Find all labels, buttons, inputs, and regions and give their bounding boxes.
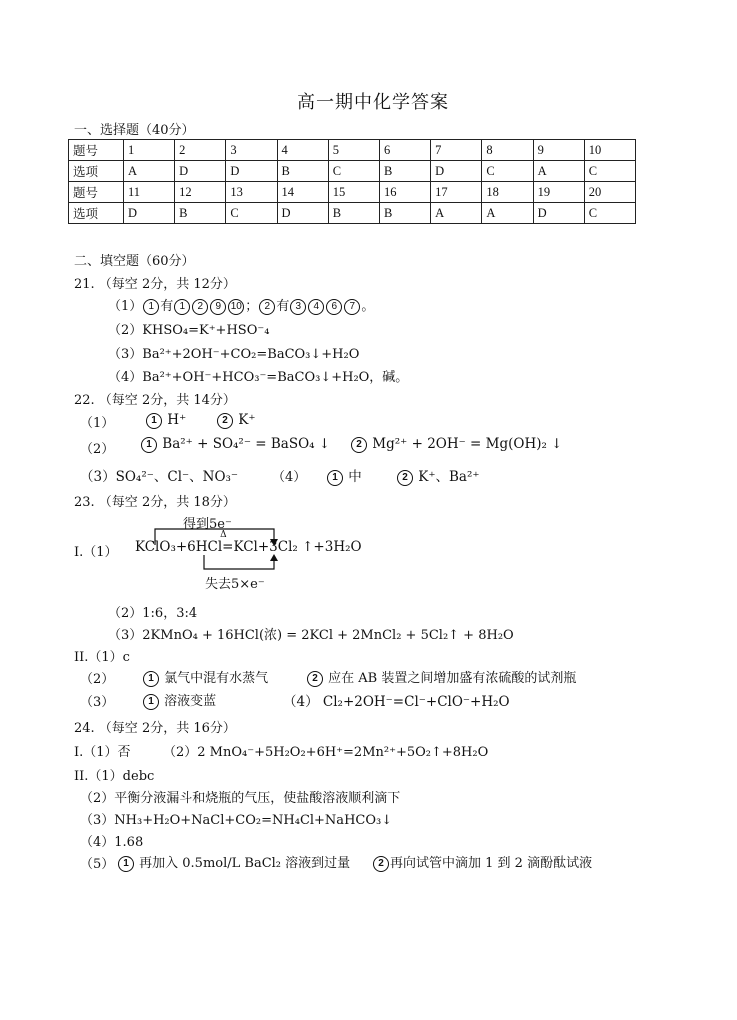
q23-ii1: II.（1）c [74, 650, 130, 665]
answer-cell: 20 [584, 182, 635, 203]
q22-r3-ions: SO₄²⁻、Cl⁻、NO₃⁻ [115, 469, 239, 485]
q23-i3: （3）2KMnO₄ + 16HCl(浓) = 2KCl + 2MnCl₂ + 5Cl₂↑ + 8H₂O [108, 628, 514, 643]
q23-ii2-label: （2） [80, 672, 115, 687]
answer-cell: A [482, 203, 533, 224]
q23-i1-label: I.（1） [74, 545, 118, 560]
answer-cell: B [277, 161, 328, 182]
q24-ii5-b-text: 再向试管中滴加 1 到 2 滴酚酞试液 [390, 856, 593, 871]
q24-ii4: （4）1.68 [80, 835, 144, 850]
circled-number: 1 [118, 856, 134, 872]
section-heading-choice: 一、选择题（40分） [74, 123, 195, 138]
circled-number: 2 [192, 299, 208, 315]
answer-cell: 13 [226, 182, 277, 203]
answer-cell: A [533, 161, 584, 182]
answer-cell: C [584, 203, 635, 224]
q24-ii1: II.（1）debc [74, 769, 155, 784]
answer-cell: B [379, 161, 430, 182]
q22-r4-b [396, 465, 480, 486]
q23-ii4: （4） Cl₂+2OH⁻=Cl⁻+ClO⁻+H₂O [283, 694, 510, 710]
q23-ii3-a-text: 溶液变蓝 [164, 694, 217, 709]
q21-line2: （2）KHSO₄=K⁺+HSO⁻₄ [108, 323, 270, 338]
circled-number: 2 [351, 437, 367, 453]
answer-cell: D [175, 161, 226, 182]
table-row [69, 203, 636, 224]
answer-cell: 3 [226, 140, 277, 161]
answer-cell: B [328, 203, 379, 224]
q22-r2-a [140, 436, 330, 453]
answer-cell: 9 [533, 140, 584, 161]
answer-cell: 8 [482, 140, 533, 161]
q22-r1-label: （1） [80, 416, 115, 431]
row-header-cell: 选项 [69, 203, 124, 224]
q24-ii5-a-text: 再加入 0.5mol/L BaCl₂ 溶液到过量 [139, 856, 351, 871]
answer-cell: 11 [123, 182, 174, 203]
answer-cell: D [226, 161, 277, 182]
q21-line1 [108, 295, 374, 315]
q23-heading: 23. （每空 2分，共 18分） [74, 495, 236, 510]
q22-r1-a-text: H⁺ [167, 412, 187, 428]
q24-ii2: （2）平衡分液漏斗和烧瓶的气压，使盐酸溶液顺利滴下 [80, 791, 401, 806]
answer-cell: 19 [533, 182, 584, 203]
q23-redox-equation [135, 530, 362, 555]
table-row [69, 161, 636, 182]
q22-heading: 22. （每空 2分，共 14分） [74, 393, 236, 408]
circled-number: 1 [174, 299, 190, 315]
answer-cell: 5 [328, 140, 379, 161]
q22-r1-b-text: K⁺ [238, 412, 256, 428]
q24-i2: （2）2 MnO₄⁻+5H₂O₂+6H⁺=2Mn²⁺+5O₂↑+8H₂O [163, 745, 489, 760]
answer-cell: B [175, 203, 226, 224]
answer-cell: C [482, 161, 533, 182]
circled-number: 10 [228, 299, 244, 315]
section-heading-fill: 二、填空题（60分） [74, 254, 195, 269]
answer-cell: C [328, 161, 379, 182]
circled-number: 1 [141, 437, 157, 453]
answer-cell: 17 [431, 182, 482, 203]
circled-number: 1 [143, 671, 159, 687]
q22-r4-label: （4） [272, 470, 307, 485]
answer-cell: 7 [431, 140, 482, 161]
q22-r2-b-text: Mg²⁺ + 2OH⁻ = Mg(OH)₂ ↓ [372, 436, 563, 452]
answer-cell: A [123, 161, 174, 182]
q23-ii2-b-text: 应在 AB 装置之间增加盛有浓硫酸的试剂瓶 [328, 671, 577, 686]
answer-cell: 6 [379, 140, 430, 161]
q24-ii5-b [372, 852, 592, 872]
q24-ii5-a [117, 852, 350, 872]
answer-table [68, 139, 636, 224]
table-row [69, 140, 636, 161]
answer-cell: D [533, 203, 584, 224]
circled-number: 7 [344, 299, 360, 315]
answer-cell: B [379, 203, 430, 224]
q22-r3 [80, 465, 238, 485]
q22-r1-a [145, 412, 186, 429]
q22-r4-a-text: 中 [348, 469, 362, 485]
q22-r4-b-text: K⁺、Ba²⁺ [418, 469, 480, 485]
q22-r2-a-text: Ba²⁺ + SO₄²⁻ = BaSO₄ ↓ [162, 436, 331, 452]
circled-number: 6 [326, 299, 342, 315]
answer-cell: 12 [175, 182, 226, 203]
row-header-cell: 选项 [69, 161, 124, 182]
circled-number: 3 [290, 299, 306, 315]
answer-cell: 14 [277, 182, 328, 203]
q23-ii3-a [142, 690, 216, 710]
q21-l1-end: 。 [361, 299, 375, 314]
circled-number: 4 [308, 299, 324, 315]
q21-heading: 21. （每空 2分，共 12分） [74, 277, 236, 292]
q22-r1-b [216, 412, 256, 429]
circled-number: 2 [373, 856, 389, 872]
circled-number: 9 [210, 299, 226, 315]
circled-number: 1 [143, 299, 159, 315]
q23-ii2-b [306, 667, 576, 687]
q23-ii3-label: （3） [80, 695, 115, 710]
q21-l1-you1: 有 [160, 299, 174, 314]
q24-heading: 24. （每空 2分，共 16分） [74, 721, 236, 736]
row-header-cell: 题号 [69, 182, 124, 203]
answer-cell: 10 [584, 140, 635, 161]
q24-i1: I.（1）否 [74, 745, 131, 760]
q22-r3-label: （3） [80, 469, 116, 485]
q24-ii3: （3）NH₃+H₂O+NaCl+CO₂=NH₄Cl+NaHCO₃↓ [80, 813, 393, 828]
q21-line3: （3）Ba²⁺+2OH⁻+CO₂=BaCO₃↓+H₂O [108, 347, 360, 362]
electron-lose-label: 失去5×e⁻ [205, 577, 265, 592]
answer-cell: 2 [175, 140, 226, 161]
q21-line4: （4）Ba²⁺+OH⁻+HCO₃⁻=BaCO₃↓+H₂O，碱。 [108, 370, 409, 385]
q22-r2-label: （2） [80, 442, 115, 457]
answer-cell: A [431, 203, 482, 224]
answer-cell: C [584, 161, 635, 182]
page-title: 高一期中化学答案 [297, 92, 449, 113]
answer-cell: 4 [277, 140, 328, 161]
answer-cell: D [431, 161, 482, 182]
q23-i2: （2）1:6，3:4 [108, 606, 198, 621]
row-header-cell: 题号 [69, 140, 124, 161]
answer-cell: 1 [123, 140, 174, 161]
circled-number: 2 [259, 299, 275, 315]
circled-number: 1 [143, 694, 159, 710]
table-row [69, 182, 636, 203]
q23-ii2-a-text: 氯气中混有水蒸气 [164, 671, 269, 686]
q22-r4-a [326, 465, 362, 486]
eq-left: KClO₃+6HCl [135, 539, 223, 555]
q23-ii2-a [142, 667, 268, 687]
circled-number: 1 [327, 470, 343, 486]
answer-cell: C [226, 203, 277, 224]
answer-cell: D [277, 203, 328, 224]
circled-number: 2 [397, 470, 413, 486]
electron-gain-label: 得到5e⁻ [183, 517, 232, 532]
circled-number: 1 [146, 413, 162, 429]
circled-number: 2 [217, 413, 233, 429]
answer-cell: 15 [328, 182, 379, 203]
answer-cell: D [123, 203, 174, 224]
answer-cell: 16 [379, 182, 430, 203]
circled-number: 2 [307, 671, 323, 687]
heat-delta: Δ [220, 530, 227, 540]
q24-ii5-label: （5） [80, 857, 115, 872]
answer-cell: 18 [482, 182, 533, 203]
eq-right: =KCl+3Cl₂ ↑+3H₂O [222, 539, 362, 555]
q21-l1-sep: ； [245, 299, 259, 314]
q22-r2-b [350, 436, 563, 453]
q21-l1-prefix: （1） [108, 299, 143, 314]
q21-l1-you2: 有 [276, 299, 290, 314]
